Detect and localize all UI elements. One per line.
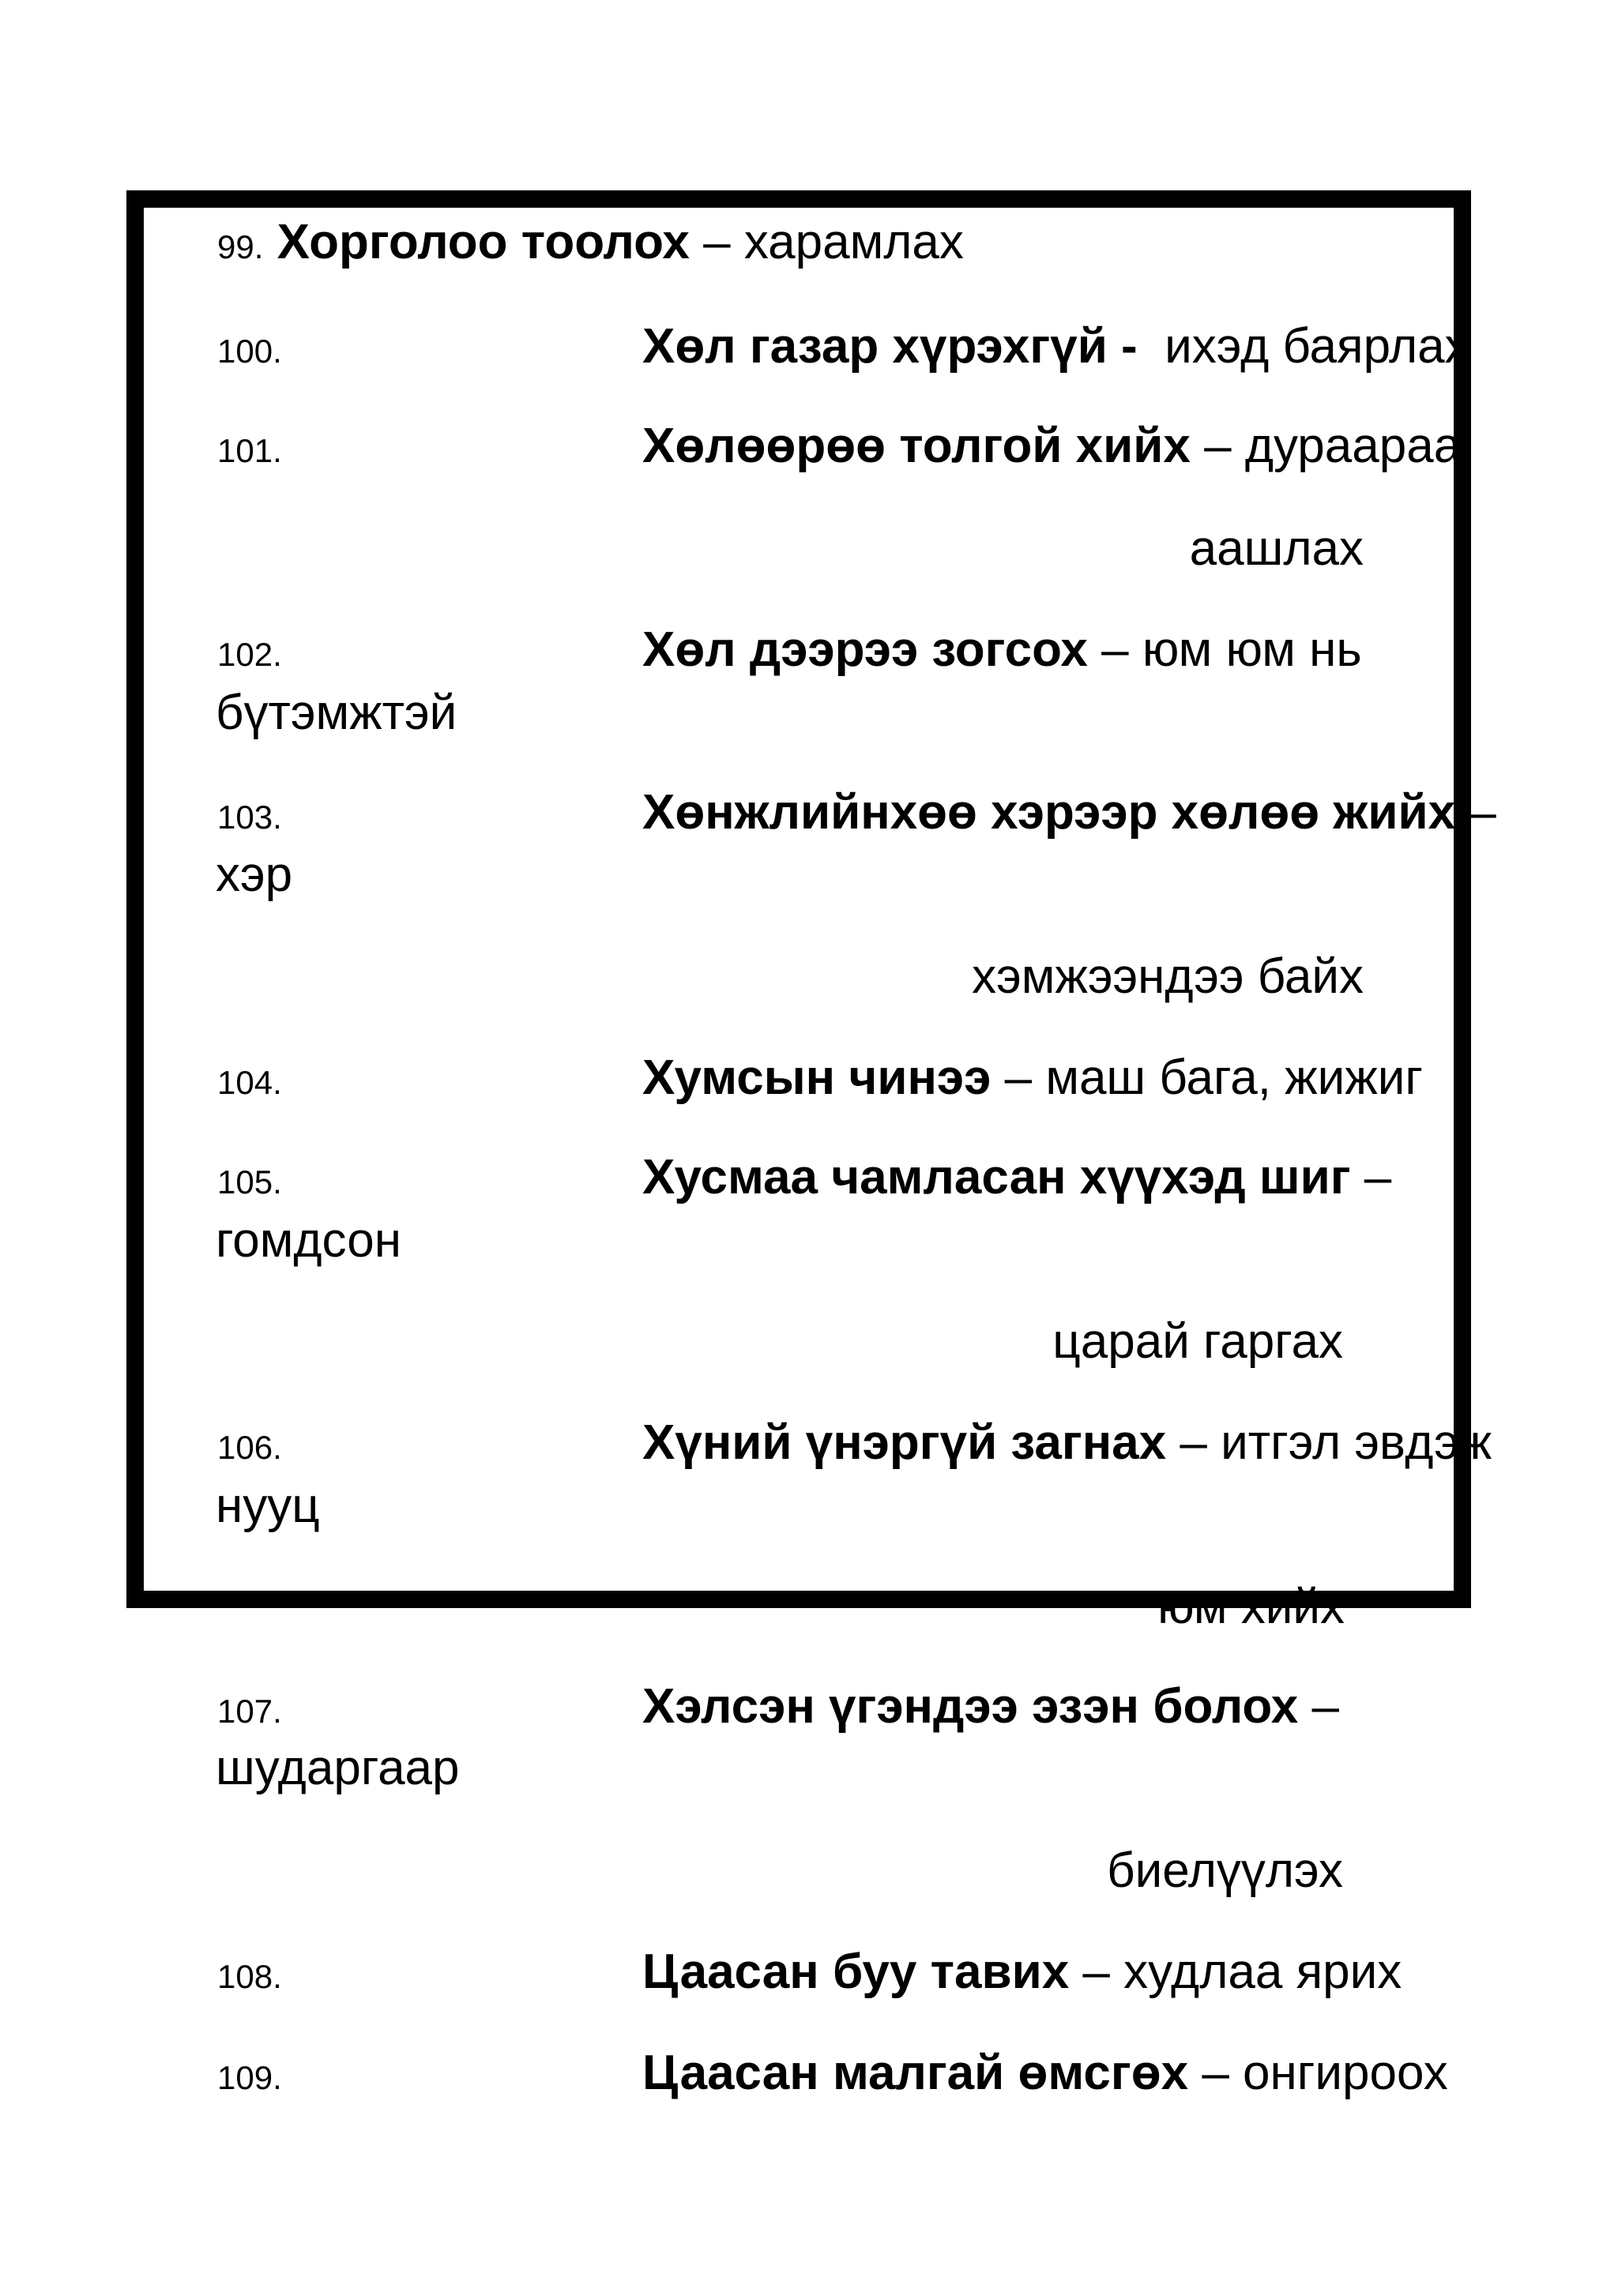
entry-number: 102. <box>217 636 282 673</box>
entry-107-continuation-2: биелүүлэх <box>1107 1843 1343 1898</box>
entry-definition: юм юм нь <box>1142 622 1362 677</box>
entry-separator: – <box>1190 419 1245 473</box>
entry-101-continuation: аашлах <box>1189 521 1364 576</box>
entry-106-continuation-2: юм хийх <box>1157 1580 1345 1634</box>
entry-number: 103. <box>217 799 282 836</box>
entry-number: 105. <box>217 1163 282 1201</box>
entry-definition: дураараа <box>1244 419 1462 473</box>
entry-term: Цаасан буу тавих <box>642 1945 1070 1999</box>
entry-number: 107. <box>217 1693 282 1730</box>
entry-100 <box>217 319 1469 374</box>
entry-term: Хэлсэн үгэндээ эзэн болох <box>642 1679 1299 1734</box>
entry-body <box>642 1415 1492 1470</box>
entry-102 <box>217 622 1402 677</box>
page-border-frame <box>126 190 1471 1608</box>
entry-separator: – <box>1188 2046 1244 2100</box>
entry-body <box>642 2046 1448 2100</box>
entry-101 <box>217 419 1462 473</box>
entry-term: Хумсын чинээ <box>642 1050 991 1105</box>
entry-number: 106. <box>217 1429 282 1466</box>
entry-number: 101. <box>217 432 282 469</box>
entry-number: 108. <box>217 1958 282 1995</box>
entry-term: Хөл дээрээ зогсох <box>642 622 1088 677</box>
entry-103-continuation: хэр <box>216 847 293 902</box>
entry-term: Хөл газар хүрэхгүй - <box>642 319 1138 374</box>
entry-106 <box>217 1415 1492 1470</box>
entry-separator <box>1138 319 1165 374</box>
entry-body <box>642 785 1510 840</box>
entry-104 <box>217 1050 1423 1105</box>
entry-separator: – <box>689 215 744 269</box>
entry-body <box>642 319 1469 374</box>
entry-body <box>642 419 1462 473</box>
entry-definition: маш бага, жижиг <box>1045 1050 1423 1105</box>
entry-109 <box>217 2046 1448 2100</box>
entry-separator: – <box>1298 1679 1353 1734</box>
entry-term: Хөлөөрөө толгой хийх <box>642 419 1191 473</box>
entry-body <box>642 1050 1423 1105</box>
entry-separator: – <box>1087 622 1142 677</box>
entry-separator: – <box>1350 1150 1405 1204</box>
entry-separator: – <box>991 1050 1046 1105</box>
entry-body <box>642 1150 1405 1204</box>
entry-body <box>642 1679 1353 1734</box>
entry-107-continuation: шударгаар <box>216 1741 460 1795</box>
entry-number: 109. <box>217 2059 282 2096</box>
entry-body <box>642 622 1362 677</box>
entry-term: Хусмаа чамласан хүүхэд шиг <box>642 1150 1351 1204</box>
entry-separator: – <box>1069 1945 1124 1999</box>
entry-definition: итгэл эвдэж <box>1221 1415 1492 1470</box>
entry-definition: онгироох <box>1243 2046 1448 2100</box>
entry-106-continuation: нууц <box>216 1479 320 1533</box>
entry-number: 100. <box>217 333 282 370</box>
entry-103-continuation-2: хэмжээндээ байх <box>972 949 1364 1004</box>
entry-105-continuation-2: царай гаргах <box>1052 1314 1343 1369</box>
entry-term: Хүний үнэргүй загнах <box>642 1415 1167 1470</box>
entry-105 <box>217 1150 1405 1204</box>
entry-108 <box>217 1945 1402 1999</box>
entry-definition: худлаа ярих <box>1123 1945 1402 1999</box>
entry-term: Цаасан малгай өмсгөх <box>642 2046 1189 2100</box>
entry-number: 104. <box>217 1064 282 1101</box>
entry-definition: харамлах <box>743 215 964 269</box>
entry-number: 99. <box>217 228 264 265</box>
entry-separator: – <box>1166 1415 1221 1470</box>
entry-term: Хөнжлийнхөө хэрээр хөлөө жийх <box>642 785 1456 840</box>
entry-separator: – <box>1455 785 1510 840</box>
entry-107 <box>217 1679 1402 1734</box>
entry-102-continuation: бүтэмжтэй <box>216 686 457 740</box>
entry-99 <box>217 215 964 269</box>
entry-103 <box>217 785 1510 840</box>
entry-105-continuation: гомдсон <box>216 1213 401 1268</box>
entry-definition: ихэд баярлах <box>1165 319 1469 374</box>
entry-term: Хорголоо тоолох <box>277 215 690 269</box>
entry-body <box>642 1945 1402 1999</box>
